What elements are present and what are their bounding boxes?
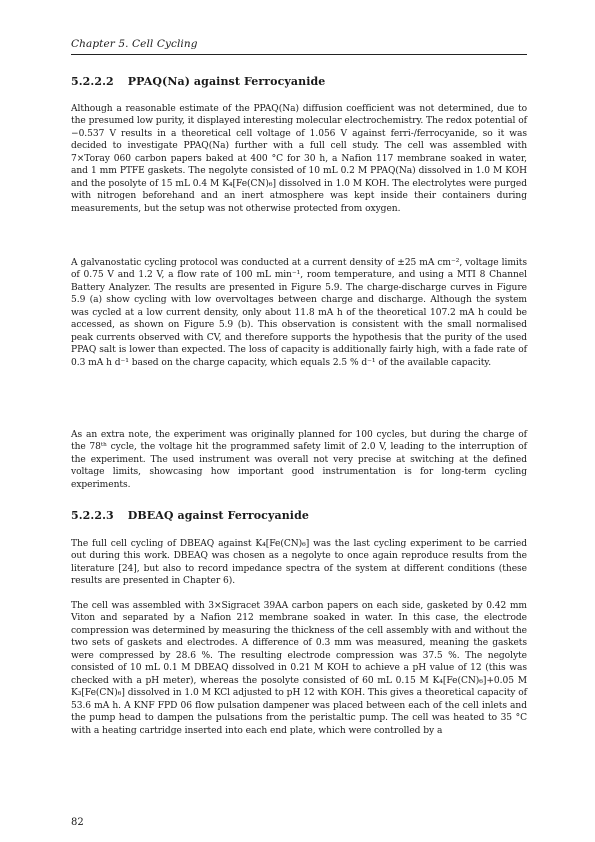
paragraph-ppaq-protocol: A galvanostatic cycling protocol was conducted at a current density of ±25 mA cm⁻², voltage limits of 0.75 V and 1.2 V, a flow rate of 100 mL min⁻¹, room temperature, and using a MTI 8 Channel Battery Analyzer. The results are presented in Figure 5.9. The charge-discharge curves in Figure 5.9 (a) show cycling with low overvoltages between charge and discharge. Although the system was cycled at a low current density, only about 11.8 mA h of the theoretical 107.2 mA h could be accessed, as shown on Figure 5.9 (b). This observation is consistent with the small normalised peak currents observed with CV, and therefore supports the hypothesis that the purity of the used PPAQ salt is lower than expected. The loss of capacity is additionally fairly high, with a fade rate of 0.3 mA h d⁻¹ based on the charge capacity, which equals 2.5 % d⁻¹ of the available capacity. bbox=[71, 258, 527, 368]
paragraph-dbeaq-intro: The full cell cycling of DBEAQ against K₄[Fe(CN)₆] was the last cycling experiment to be carried out during this work. DBEAQ was chosen as a negolyte to once again reproduce results from the literature [24], but also to record impedance spectra of the system at different conditions (these results are presented in Chapter 6). bbox=[71, 539, 527, 587]
section-title: DBEAQ against Ferrocyanide bbox=[127, 509, 309, 522]
section-heading-dbeaq bbox=[71, 509, 309, 522]
running-head: Chapter 5. Cell Cycling bbox=[71, 38, 198, 50]
header-rule bbox=[71, 54, 527, 55]
paragraph-dbeaq-assembly: The cell was assembled with 3×Sigracet 39AA carbon papers on each side, gasketed by 0.42 mm Viton and separated by a Nafion 212 membrane soaked in water. In this case, the electrode compression was determined by measuring the thickness of the cell assembly with and without the two sets of gaskets and electrodes. A difference of 0.3 mm was measured, meaning the gaskets were compressed by 28.6 %. The resulting electrode compression was 37.5 %. The negolyte consisted of 10 mL 0.1 M DBEAQ dissolved in 0.21 M KOH to achieve a pH value of 12 (this was checked with a pH meter), whereas the posolyte consisted of 60 mL 0.15 M K₄[Fe(CN)₆]+0.05 M K₃[Fe(CN)₆] dissolved in 1.0 M KCl adjusted to pH 12 with KOH. This gives a theoretical capacity of 53.6 mA h. A KNF FPD 06 flow pulsation dampener was placed between each of the cell inlets and the pump head to dampen the pulsations from the peristaltic pump. The cell was heated to 35 °C with a heating cartridge inserted into each end plate, which were controlled by a bbox=[71, 601, 527, 736]
paragraph-ppaq-intro: Although a reasonable estimate of the PPAQ(Na) diffusion coefficient was not determined, due to the presumed low purity, it displayed interesting molecular electrochemistry. The redox potential of −0.537 V results in a theoretical cell voltage of 1.056 V against ferri-/ferrocyanide, so it was decided to investigate PPAQ(Na) further with a full cell study. The cell was assembled with 7×Toray 060 carbon papers baked at 400 °C for 30 h, a Nafion 117 membrane soaked in water, and 1 mm PTFE gaskets. The negolyte consisted of 10 mL 0.2 M PPAQ(Na) dissolved in 1.0 M KOH and the posolyte of 15 mL 0.4 M K₄[Fe(CN)₆] dissolved in 1.0 M KOH. The electrolytes were purged with nitrogen beforehand and an inert atmosphere was kept inside their containers during measurements, but the setup was not otherwise protected from oxygen. bbox=[71, 104, 527, 214]
section-title: PPAQ(Na) against Ferrocyanide bbox=[127, 75, 326, 88]
paragraph-ppaq-note: As an extra note, the experiment was originally planned for 100 cycles, but during the charge of the 78ᵗʰ cycle, the voltage hit the programmed safety limit of 2.0 V, leading to the interruption of the experiment. The used instrument was overall not very precise at switching at the defined voltage limits, showcasing how important good instrumentation is for long-term cycling experiments. bbox=[71, 430, 527, 490]
page-number: 82 bbox=[71, 817, 84, 828]
section-number: 5.2.2.3 bbox=[71, 509, 114, 522]
section-number: 5.2.2.2 bbox=[71, 75, 114, 88]
section-heading-ppaq bbox=[71, 75, 325, 88]
